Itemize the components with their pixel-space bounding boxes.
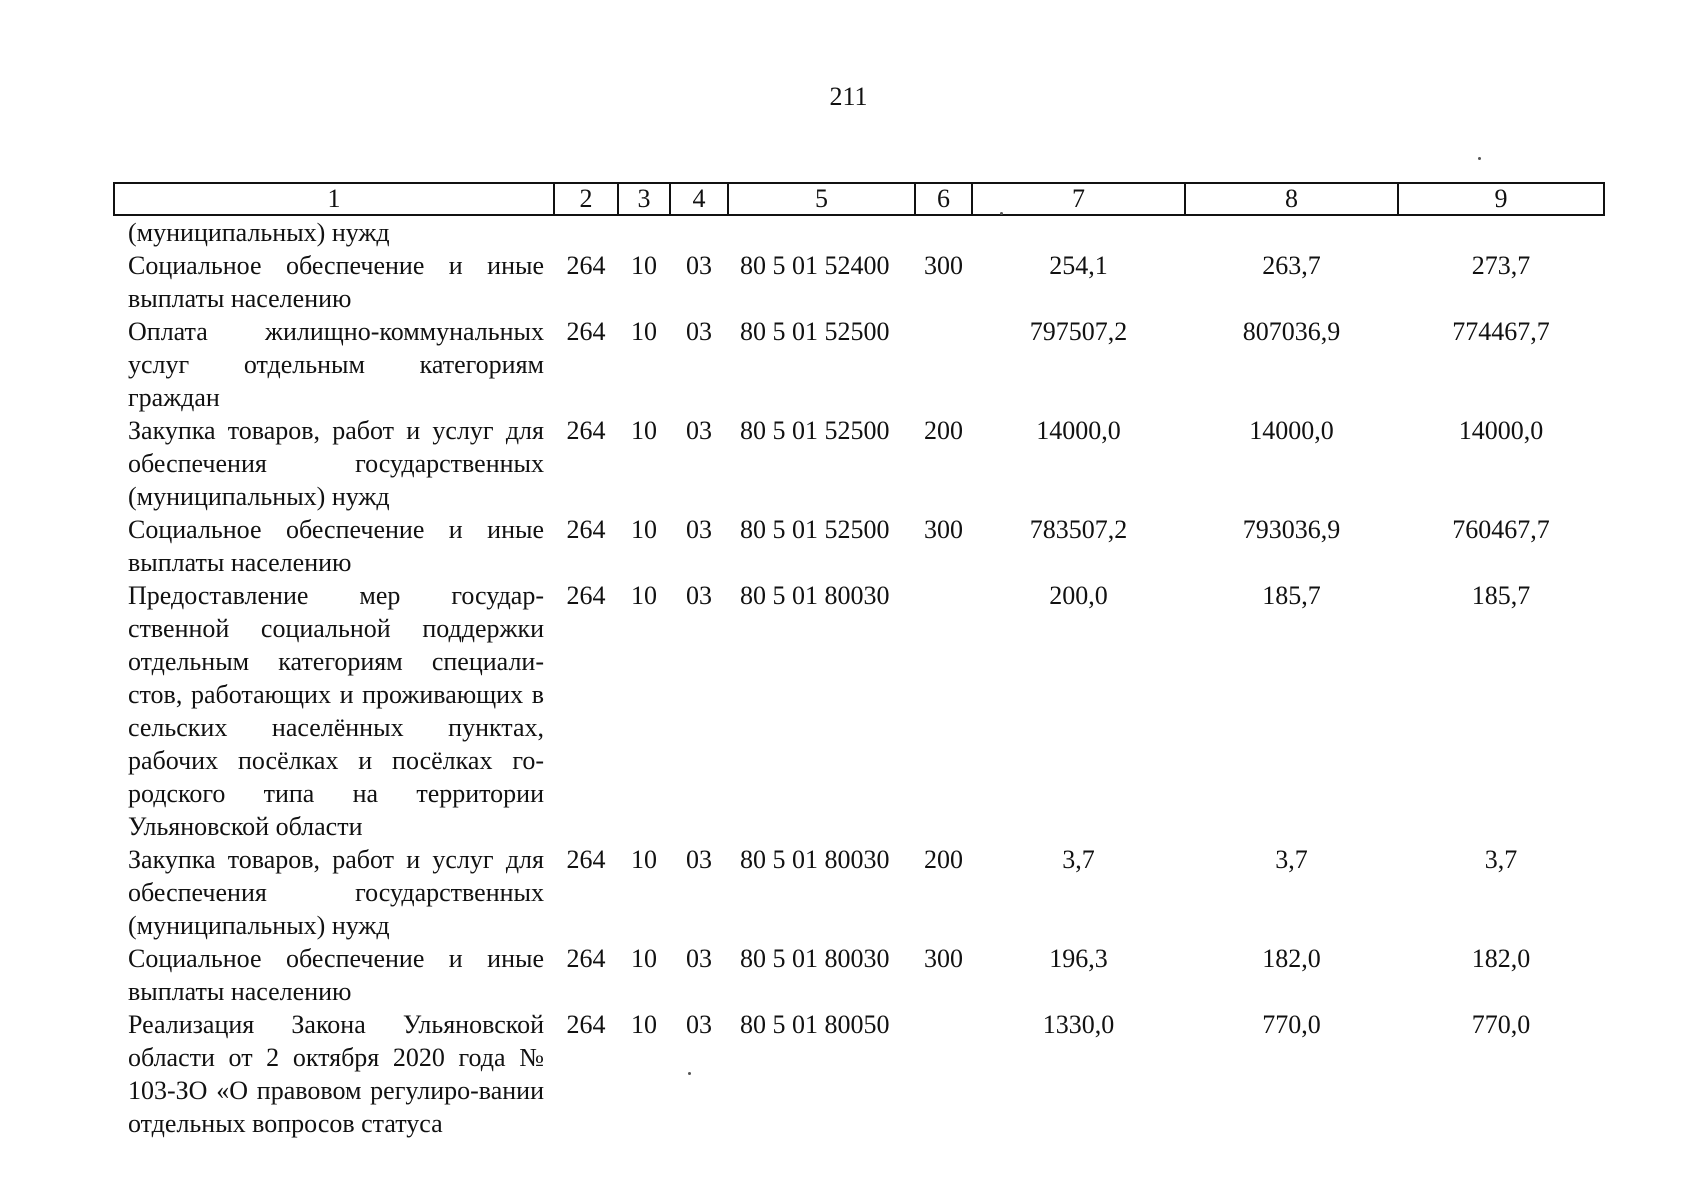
row-code-4: 03 (686, 317, 712, 346)
row-code-5: 80 5 01 80030 (740, 581, 890, 610)
row-name: (муниципальных) нужд (128, 218, 390, 247)
row-code-2 (554, 215, 618, 249)
row-code-2: 264 (566, 581, 606, 610)
table-body (114, 215, 1604, 1140)
row-code-5: 80 5 01 80030 (740, 845, 890, 874)
row-code-4: 03 (686, 1010, 712, 1039)
row-value-9: 760467,7 (1452, 515, 1550, 544)
row-code-5: 80 5 01 52400 (740, 251, 890, 280)
row-code-3: 10 (631, 251, 657, 280)
row-code-5: 80 5 01 80030 (740, 944, 890, 973)
row-value-7: 1330,0 (1042, 1010, 1115, 1039)
row-code-3: 10 (631, 1010, 657, 1039)
row-code-3 (618, 215, 670, 249)
row-code-2: 264 (566, 251, 606, 280)
row-code-5 (728, 215, 915, 249)
row-code-6: 300 (924, 251, 963, 280)
row-value-8: 182,0 (1262, 944, 1321, 973)
row-value-8: 3,7 (1275, 845, 1308, 874)
scan-speck (688, 1072, 691, 1075)
table-row (114, 579, 1604, 843)
row-code-6 (915, 1008, 972, 1140)
col-header-5: 5 (728, 183, 915, 215)
row-code-3: 10 (631, 845, 657, 874)
row-code-2: 264 (566, 845, 606, 874)
row-code-6: 300 (924, 944, 963, 973)
row-value-7: 797507,2 (1029, 317, 1128, 346)
row-code-6 (915, 579, 972, 843)
row-value-7 (972, 215, 1185, 249)
row-code-3: 10 (631, 581, 657, 610)
col-header-1: 1 (114, 183, 554, 215)
col-header-3: 3 (618, 183, 670, 215)
table-header-row (114, 183, 1604, 215)
row-name: Предоставление мер государ-ственной социальной поддержки отдельным категориям специали-стов, работающих и проживающих в сельских населённых пунктах, рабочих посёлках и посёлках го-родского типа на территории Ульяновской области (128, 581, 544, 841)
row-name: Закупка товаров, работ и услуг для обеспечения государственных (муниципальных) нужд (128, 416, 544, 511)
row-value-9 (1398, 215, 1604, 249)
row-code-5: 80 5 01 80050 (740, 1010, 890, 1039)
col-header-6: 6 (915, 183, 972, 215)
scan-speck (1478, 157, 1481, 160)
row-value-8 (1185, 215, 1398, 249)
row-code-4: 03 (686, 416, 712, 445)
scan-speck (1000, 212, 1003, 215)
row-code-4: 03 (686, 251, 712, 280)
row-value-7: 14000,0 (1036, 416, 1121, 445)
row-name: Реализация Закона Ульяновской области от 2 октября 2020 года № 103-ЗО «О правовом регулиро-вании отдельных вопросов статуса (128, 1010, 544, 1138)
table-row (114, 1008, 1604, 1140)
row-value-8: 793036,9 (1242, 515, 1341, 544)
row-value-8: 263,7 (1262, 251, 1321, 280)
col-header-4: 4 (670, 183, 728, 215)
row-value-9: 182,0 (1471, 944, 1531, 973)
table-row (114, 414, 1604, 513)
row-code-2: 264 (566, 515, 606, 544)
row-code-2: 264 (566, 1010, 606, 1039)
col-header-2: 2 (554, 183, 618, 215)
row-value-8: 14000,0 (1249, 416, 1334, 445)
row-code-3: 10 (631, 416, 657, 445)
row-code-4: 03 (686, 944, 712, 973)
row-name: Закупка товаров, работ и услуг для обеспечения государственных (муниципальных) нужд (128, 845, 544, 940)
row-name: Оплата жилищно-коммунальных услуг отдельным категориям граждан (128, 317, 544, 412)
row-value-8: 770,0 (1262, 1010, 1321, 1039)
row-code-2: 264 (566, 317, 606, 346)
table-row (114, 315, 1604, 414)
row-code-6 (915, 315, 972, 414)
row-value-9: 3,7 (1484, 845, 1518, 874)
row-value-8: 185,7 (1262, 581, 1321, 610)
row-value-7: 3,7 (1062, 845, 1095, 874)
row-code-5: 80 5 01 52500 (740, 416, 890, 445)
row-code-3: 10 (631, 515, 657, 544)
table-row (114, 215, 1604, 249)
row-name: Социальное обеспечение и иные выплаты населению (128, 944, 544, 1006)
table-row (114, 513, 1604, 579)
col-header-8: 8 (1185, 183, 1398, 215)
row-value-7: 200,0 (1049, 581, 1108, 610)
col-header-7: 7 (972, 183, 1185, 215)
row-code-4 (670, 215, 728, 249)
row-value-7: 783507,2 (1029, 515, 1128, 544)
col-header-9: 9 (1398, 183, 1604, 215)
row-value-7: 196,3 (1049, 944, 1108, 973)
row-code-5: 80 5 01 52500 (740, 317, 890, 346)
row-code-6: 300 (924, 515, 963, 544)
row-value-9: 770,0 (1471, 1010, 1531, 1039)
row-code-3: 10 (631, 944, 657, 973)
row-value-7: 254,1 (1049, 251, 1108, 280)
row-name: Социальное обеспечение и иные выплаты населению (128, 515, 544, 577)
row-code-4: 03 (686, 581, 712, 610)
row-code-6 (915, 215, 972, 249)
row-code-5: 80 5 01 52500 (740, 515, 890, 544)
page-number: 211 (829, 82, 868, 111)
row-code-6: 200 (924, 416, 963, 445)
row-code-4: 03 (686, 515, 712, 544)
row-code-2: 264 (566, 944, 606, 973)
row-value-9: 14000,0 (1458, 416, 1544, 445)
table-row (114, 942, 1604, 1008)
row-value-9: 774467,7 (1452, 317, 1550, 346)
row-value-9: 273,7 (1471, 251, 1531, 280)
row-code-6: 200 (924, 845, 963, 874)
row-name: Социальное обеспечение и иные выплаты населению (128, 251, 544, 313)
row-value-8: 807036,9 (1242, 317, 1341, 346)
row-value-9: 185,7 (1471, 581, 1531, 610)
row-code-3: 10 (631, 317, 657, 346)
table-row (114, 843, 1604, 942)
budget-table (113, 182, 1605, 1140)
row-code-2: 264 (566, 416, 606, 445)
table-row (114, 249, 1604, 315)
row-code-4: 03 (686, 845, 712, 874)
